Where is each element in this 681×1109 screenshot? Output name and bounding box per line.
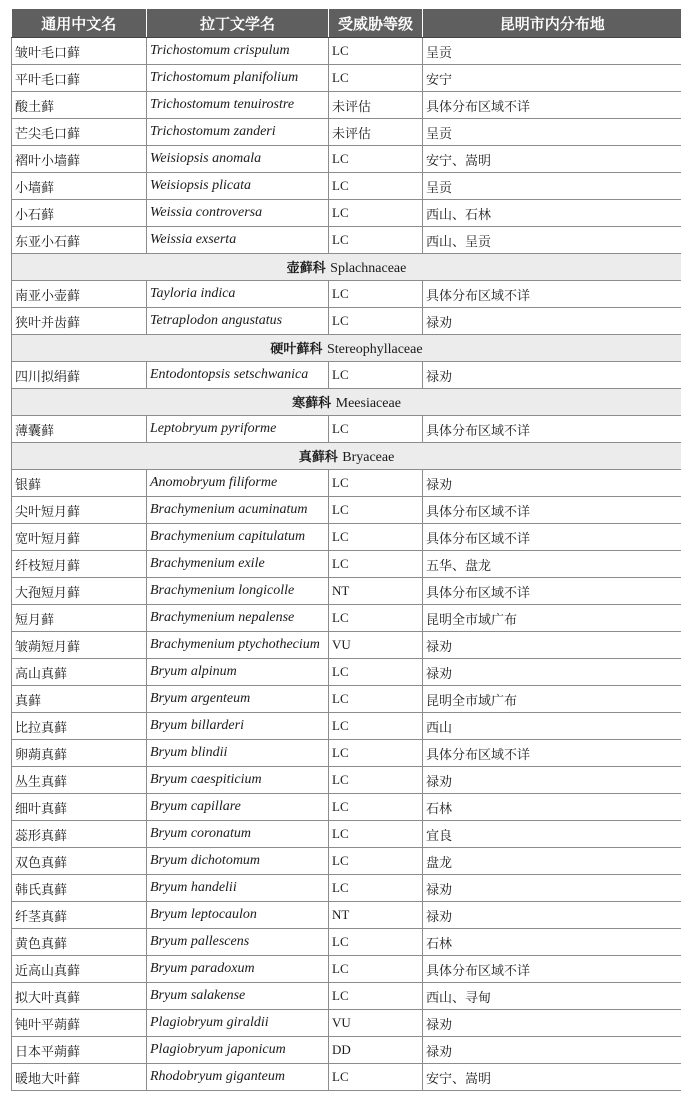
table-row <box>12 281 681 308</box>
latin-name-cell: Weisiopsis plicata <box>147 173 329 200</box>
distribution-cell: 五华、盘龙 <box>423 551 681 578</box>
family-header-row <box>12 443 681 470</box>
latin-name-cell: Bryum handelii <box>147 875 329 902</box>
distribution-cell: 具体分布区域不详 <box>423 524 681 551</box>
threat-level-cell: LC <box>329 308 423 335</box>
table-row <box>12 119 681 146</box>
distribution-cell: 具体分布区域不详 <box>423 281 681 308</box>
threat-level-cell: LC <box>329 227 423 254</box>
common-name-cell: 韩氏真藓 <box>12 875 147 902</box>
distribution-cell: 石林 <box>423 929 681 956</box>
table-row <box>12 902 681 929</box>
threat-level-cell: DD <box>329 1037 423 1064</box>
distribution-cell: 具体分布区域不详 <box>423 416 681 443</box>
threat-level-cell: NT <box>329 902 423 929</box>
latin-name-cell: Brachymenium capitulatum <box>147 524 329 551</box>
threat-level-cell: LC <box>329 362 423 389</box>
distribution-cell: 宜良 <box>423 821 681 848</box>
table-row <box>12 713 681 740</box>
common-name-cell: 褶叶小墙藓 <box>12 146 147 173</box>
col-header-distribution: 昆明市内分布地 <box>423 9 681 38</box>
threat-level-cell: LC <box>329 524 423 551</box>
threat-level-cell: LC <box>329 1064 423 1091</box>
common-name-cell: 小墙藓 <box>12 173 147 200</box>
common-name-cell: 皱蒴短月藓 <box>12 632 147 659</box>
threat-level-cell: LC <box>329 470 423 497</box>
threat-level-cell: LC <box>329 794 423 821</box>
table-row <box>12 740 681 767</box>
common-name-cell: 近高山真藓 <box>12 956 147 983</box>
family-header-cell <box>12 443 681 470</box>
common-name-cell: 蕊形真藓 <box>12 821 147 848</box>
distribution-cell: 西山、呈贡 <box>423 227 681 254</box>
distribution-cell: 禄劝 <box>423 362 681 389</box>
common-name-cell: 高山真藓 <box>12 659 147 686</box>
latin-name-cell: Brachymenium nepalense <box>147 605 329 632</box>
distribution-cell: 安宁 <box>423 65 681 92</box>
latin-name-cell: Bryum dichotomum <box>147 848 329 875</box>
table-row <box>12 497 681 524</box>
table-row <box>12 227 681 254</box>
table-row <box>12 821 681 848</box>
latin-name-cell: Weisiopsis anomala <box>147 146 329 173</box>
threat-level-cell: VU <box>329 1010 423 1037</box>
table-row <box>12 38 681 65</box>
threat-level-cell: LC <box>329 551 423 578</box>
threat-level-cell: LC <box>329 848 423 875</box>
common-name-cell: 钝叶平蒴藓 <box>12 1010 147 1037</box>
family-latin-name: Meesiaceae <box>335 396 401 411</box>
table-row <box>12 551 681 578</box>
distribution-cell: 呈贡 <box>423 173 681 200</box>
latin-name-cell: Brachymenium exile <box>147 551 329 578</box>
table-row <box>12 173 681 200</box>
latin-name-cell: Weissia exserta <box>147 227 329 254</box>
threat-level-cell: LC <box>329 767 423 794</box>
threat-level-cell: LC <box>329 659 423 686</box>
distribution-cell: 禄劝 <box>423 875 681 902</box>
distribution-cell: 呈贡 <box>423 119 681 146</box>
common-name-cell: 平叶毛口藓 <box>12 65 147 92</box>
threat-level-cell: VU <box>329 632 423 659</box>
distribution-cell: 安宁、嵩明 <box>423 146 681 173</box>
latin-name-cell: Leptobryum pyriforme <box>147 416 329 443</box>
family-header-cell <box>12 389 681 416</box>
common-name-cell: 双色真藓 <box>12 848 147 875</box>
table-row <box>12 605 681 632</box>
latin-name-cell: Tayloria indica <box>147 281 329 308</box>
species-table-container <box>11 9 681 1091</box>
distribution-cell: 西山、石林 <box>423 200 681 227</box>
table-row <box>12 929 681 956</box>
common-name-cell: 暖地大叶藓 <box>12 1064 147 1091</box>
latin-name-cell: Bryum argenteum <box>147 686 329 713</box>
threat-level-cell: LC <box>329 821 423 848</box>
common-name-cell: 宽叶短月藓 <box>12 524 147 551</box>
table-row <box>12 470 681 497</box>
latin-name-cell: Anomobryum filiforme <box>147 470 329 497</box>
common-name-cell: 皱叶毛口藓 <box>12 38 147 65</box>
latin-name-cell: Brachymenium acuminatum <box>147 497 329 524</box>
table-row <box>12 659 681 686</box>
distribution-cell: 石林 <box>423 794 681 821</box>
latin-name-cell: Brachymenium longicolle <box>147 578 329 605</box>
table-row <box>12 1064 681 1091</box>
table-row <box>12 200 681 227</box>
latin-name-cell: Bryum salakense <box>147 983 329 1010</box>
common-name-cell: 酸土藓 <box>12 92 147 119</box>
threat-level-cell: LC <box>329 929 423 956</box>
latin-name-cell: Bryum leptocaulon <box>147 902 329 929</box>
table-row <box>12 983 681 1010</box>
common-name-cell: 丛生真藓 <box>12 767 147 794</box>
common-name-cell: 薄囊藓 <box>12 416 147 443</box>
distribution-cell: 呈贡 <box>423 38 681 65</box>
distribution-cell: 禄劝 <box>423 1037 681 1064</box>
distribution-cell: 具体分布区域不详 <box>423 92 681 119</box>
common-name-cell: 拟大叶真藓 <box>12 983 147 1010</box>
family-header-row <box>12 254 681 281</box>
table-row <box>12 632 681 659</box>
col-header-common-name: 通用中文名 <box>12 9 147 38</box>
table-row <box>12 1010 681 1037</box>
latin-name-cell: Bryum capillare <box>147 794 329 821</box>
family-chinese-name: 壶藓科 <box>286 261 326 276</box>
distribution-cell: 昆明全市域广布 <box>423 686 681 713</box>
table-row <box>12 767 681 794</box>
threat-level-cell: LC <box>329 65 423 92</box>
distribution-cell: 具体分布区域不详 <box>423 497 681 524</box>
table-row <box>12 848 681 875</box>
common-name-cell: 银藓 <box>12 470 147 497</box>
threat-level-cell: LC <box>329 686 423 713</box>
family-latin-name: Stereophyllaceae <box>326 342 423 357</box>
common-name-cell: 大孢短月藓 <box>12 578 147 605</box>
latin-name-cell: Plagiobryum japonicum <box>147 1037 329 1064</box>
threat-level-cell: LC <box>329 983 423 1010</box>
table-row <box>12 686 681 713</box>
distribution-cell: 西山 <box>423 713 681 740</box>
family-header-cell <box>12 254 681 281</box>
header-row <box>12 9 681 38</box>
common-name-cell: 短月藓 <box>12 605 147 632</box>
table-row <box>12 875 681 902</box>
family-header-cell <box>12 335 681 362</box>
common-name-cell: 纤茎真藓 <box>12 902 147 929</box>
latin-name-cell: Bryum coronatum <box>147 821 329 848</box>
common-name-cell: 狭叶并齿藓 <box>12 308 147 335</box>
threat-level-cell: LC <box>329 605 423 632</box>
species-table <box>11 9 681 1091</box>
latin-name-cell: Trichostomum zanderi <box>147 119 329 146</box>
common-name-cell: 芒尖毛口藓 <box>12 119 147 146</box>
table-row <box>12 416 681 443</box>
threat-level-cell: NT <box>329 578 423 605</box>
latin-name-cell: Bryum alpinum <box>147 659 329 686</box>
latin-name-cell: Brachymenium ptychothecium <box>147 632 329 659</box>
common-name-cell: 黄色真藓 <box>12 929 147 956</box>
distribution-cell: 具体分布区域不详 <box>423 740 681 767</box>
col-header-threat-level: 受威胁等级 <box>329 9 423 38</box>
table-row <box>12 146 681 173</box>
family-header-row <box>12 389 681 416</box>
common-name-cell: 东亚小石藓 <box>12 227 147 254</box>
threat-level-cell: LC <box>329 416 423 443</box>
distribution-cell: 禄劝 <box>423 902 681 929</box>
threat-level-cell: LC <box>329 38 423 65</box>
latin-name-cell: Trichostomum tenuirostre <box>147 92 329 119</box>
table-row <box>12 794 681 821</box>
family-chinese-name: 寒藓科 <box>292 396 332 411</box>
latin-name-cell: Entodontopsis setschwanica <box>147 362 329 389</box>
distribution-cell: 禄劝 <box>423 470 681 497</box>
threat-level-cell: LC <box>329 713 423 740</box>
common-name-cell: 日本平蒴藓 <box>12 1037 147 1064</box>
common-name-cell: 细叶真藓 <box>12 794 147 821</box>
threat-level-cell: LC <box>329 146 423 173</box>
common-name-cell: 四川拟绢藓 <box>12 362 147 389</box>
latin-name-cell: Bryum billarderi <box>147 713 329 740</box>
latin-name-cell: Tetraplodon angustatus <box>147 308 329 335</box>
table-row <box>12 308 681 335</box>
common-name-cell: 南亚小壶藓 <box>12 281 147 308</box>
common-name-cell: 纤枝短月藓 <box>12 551 147 578</box>
common-name-cell: 卵蒴真藓 <box>12 740 147 767</box>
distribution-cell: 昆明全市域广布 <box>423 605 681 632</box>
family-header-row <box>12 335 681 362</box>
threat-level-cell: LC <box>329 200 423 227</box>
common-name-cell: 小石藓 <box>12 200 147 227</box>
threat-level-cell: LC <box>329 173 423 200</box>
table-row <box>12 524 681 551</box>
latin-name-cell: Rhodobryum giganteum <box>147 1064 329 1091</box>
family-chinese-name: 硬叶藓科 <box>270 342 323 357</box>
threat-level-cell: 未评估 <box>329 92 423 119</box>
common-name-cell: 尖叶短月藓 <box>12 497 147 524</box>
table-row <box>12 92 681 119</box>
distribution-cell: 盘龙 <box>423 848 681 875</box>
distribution-cell: 安宁、嵩明 <box>423 1064 681 1091</box>
family-latin-name: Bryaceae <box>342 450 395 465</box>
table-row <box>12 956 681 983</box>
threat-level-cell: LC <box>329 956 423 983</box>
family-chinese-name: 真藓科 <box>298 450 338 465</box>
threat-level-cell: LC <box>329 497 423 524</box>
family-latin-name: Splachnaceae <box>330 261 407 276</box>
col-header-latin-name: 拉丁文学名 <box>147 9 329 38</box>
latin-name-cell: Weissia controversa <box>147 200 329 227</box>
latin-name-cell: Plagiobryum giraldii <box>147 1010 329 1037</box>
threat-level-cell: LC <box>329 740 423 767</box>
distribution-cell: 禄劝 <box>423 767 681 794</box>
distribution-cell: 禄劝 <box>423 308 681 335</box>
table-row <box>12 578 681 605</box>
latin-name-cell: Bryum pallescens <box>147 929 329 956</box>
latin-name-cell: Bryum caespiticium <box>147 767 329 794</box>
latin-name-cell: Bryum blindii <box>147 740 329 767</box>
common-name-cell: 真藓 <box>12 686 147 713</box>
distribution-cell: 西山、寻甸 <box>423 983 681 1010</box>
distribution-cell: 禄劝 <box>423 659 681 686</box>
common-name-cell: 比拉真藓 <box>12 713 147 740</box>
table-body <box>12 38 681 1091</box>
threat-level-cell: LC <box>329 875 423 902</box>
distribution-cell: 禄劝 <box>423 1010 681 1037</box>
table-row <box>12 1037 681 1064</box>
latin-name-cell: Trichostomum planifolium <box>147 65 329 92</box>
latin-name-cell: Bryum paradoxum <box>147 956 329 983</box>
table-row <box>12 362 681 389</box>
threat-level-cell: 未评估 <box>329 119 423 146</box>
distribution-cell: 禄劝 <box>423 632 681 659</box>
distribution-cell: 具体分布区域不详 <box>423 578 681 605</box>
latin-name-cell: Trichostomum crispulum <box>147 38 329 65</box>
distribution-cell: 具体分布区域不详 <box>423 956 681 983</box>
threat-level-cell: LC <box>329 281 423 308</box>
table-row <box>12 65 681 92</box>
